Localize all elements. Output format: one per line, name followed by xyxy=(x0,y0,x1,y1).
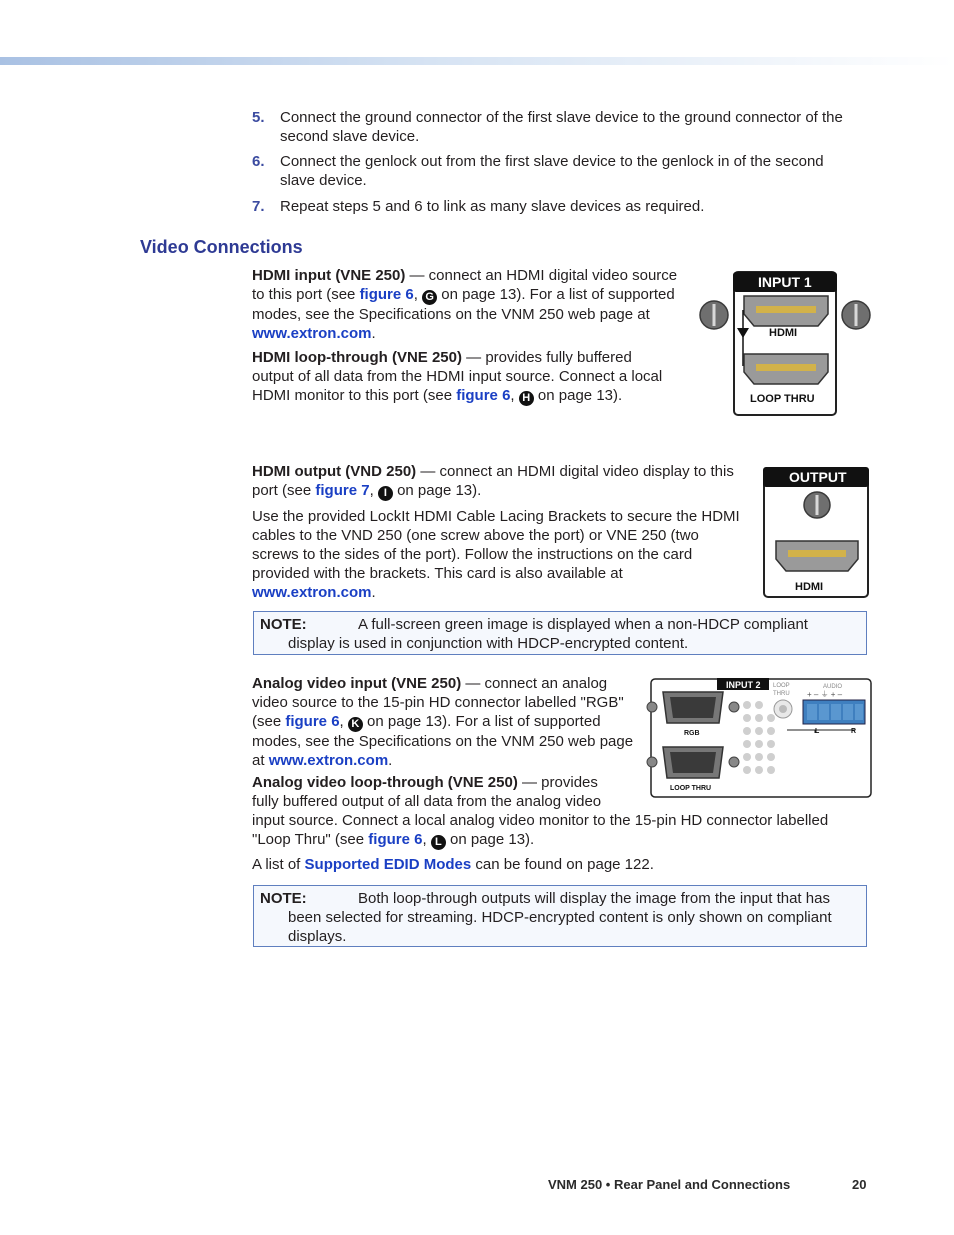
step-text: Connect the genlock out from the first slave device to the genlock in of the second slave device. xyxy=(280,153,824,189)
note-label: NOTE: xyxy=(260,616,307,633)
analog-input-label: Analog video input (VNE 250) xyxy=(252,675,462,692)
callout-g-badge: G xyxy=(422,290,437,305)
text-run: can be found on page 122. xyxy=(471,856,654,873)
hdmi-input-label: HDMI input (VNE 250) xyxy=(252,267,406,284)
lockit-paragraph xyxy=(252,507,742,602)
extron-link[interactable]: www.extron.com xyxy=(268,752,389,769)
loop-thru-label: LOOP THRU xyxy=(670,785,712,792)
hdmi-input-paragraph xyxy=(252,266,692,343)
loop-side-label: LOOP xyxy=(773,683,790,689)
text-run: — connect an analog video source to the 15-pin HD connector labelled "RGB" (see xyxy=(252,675,624,730)
extron-link[interactable]: www.extron.com xyxy=(252,325,372,342)
output-title: OUTPUT xyxy=(789,469,847,485)
section-title: Video Connections xyxy=(140,237,303,257)
text-run: , xyxy=(339,713,348,730)
text-run: on page 13). xyxy=(533,387,623,404)
note-label: NOTE: xyxy=(260,890,307,907)
hdmi-port-label: HDMI xyxy=(769,327,798,339)
callout-h-badge: H xyxy=(519,391,534,406)
step-number: 6. xyxy=(252,153,265,170)
text-run: on page 13). xyxy=(445,831,535,848)
audio-signs: + – ⏚ + – xyxy=(807,690,843,699)
text-run: — connect an HDMI digital video display to this port (see xyxy=(252,463,734,499)
callout-i-badge: I xyxy=(378,486,393,501)
text-run: . xyxy=(388,752,393,769)
input2-title: INPUT 2 xyxy=(726,680,761,690)
note-box xyxy=(253,885,867,947)
note-text: A full-screen green image is displayed when a non-HDCP compliant display is used in conjunction with HDCP-encrypted content. xyxy=(288,616,808,652)
text-run: on page 13). For a list of supported modes, see the Specifications on the VNM 250 web page at xyxy=(252,286,675,323)
audio-l-label: L xyxy=(815,728,820,735)
callout-k-badge: K xyxy=(348,717,363,732)
input1-panel-figure xyxy=(698,270,874,418)
footer-title: VNM 250 • Rear Panel and Connections xyxy=(548,1177,791,1192)
audio-r-label: R xyxy=(851,728,857,735)
figure-6-link[interactable]: figure 6 xyxy=(456,387,511,404)
step-number: 5. xyxy=(252,109,265,126)
note-box xyxy=(253,611,867,655)
text-run: . xyxy=(371,325,376,342)
step-text: Connect the ground connector of the first slave device to the ground connector of the second slave device. xyxy=(280,109,843,145)
text-run: — provides fully buffered output of all data from the analog video input source. Connect a local analog video monitor to the 15-pin HD connector labelled "Loop Thru" (see xyxy=(252,774,829,848)
text-run: Use the provided LockIt HDMI Cable Lacing Brackets to secure the HDMI cables to the VND 250 (one screw above the port) or VNE 250 (two screws to the sides of the port). Follow the instructions on the card provided with the brackets. This card is also available at xyxy=(252,508,740,582)
text-run: , xyxy=(369,482,378,499)
step-number: 7. xyxy=(252,198,265,215)
hdmi-loop-paragraph xyxy=(252,348,677,406)
rgb-label: RGB xyxy=(684,730,700,737)
supported-edid-modes-link[interactable]: Supported EDID Modes xyxy=(304,856,472,873)
input1-title: INPUT 1 xyxy=(758,274,812,290)
text-run: , xyxy=(413,286,423,303)
audio-label: AUDIO xyxy=(823,684,843,690)
step-text: Repeat steps 5 and 6 to link as many slave devices as required. xyxy=(280,198,705,215)
text-run: on page 13). For a list of supported modes, see the Specifications on the VNM 250 web page at xyxy=(252,713,634,769)
note-text: Both loop-through outputs will display the image from the input that has been selected for streaming. HDCP-encrypted content is only shown on compliant displays. xyxy=(288,890,832,945)
hdmi-port-label: HDMI xyxy=(795,581,824,593)
figure-7-link[interactable]: figure 7 xyxy=(315,482,370,499)
figure-6-link[interactable]: figure 6 xyxy=(368,831,423,848)
text-run: , xyxy=(510,387,519,404)
figure-6-link[interactable]: figure 6 xyxy=(285,713,340,730)
text-run: . xyxy=(371,584,376,601)
callout-l-badge: L xyxy=(431,835,446,850)
text-run: — provides fully buffered output of all data from the HDMI input source. Connect a local HDMI monitor to this port (see xyxy=(252,349,663,404)
hdmi-output-paragraph xyxy=(252,462,752,501)
edid-paragraph xyxy=(252,855,852,874)
thru-side-label: THRU xyxy=(773,691,790,697)
analog-input-paragraph xyxy=(252,674,637,770)
step-7 xyxy=(252,197,862,216)
text-run: , xyxy=(422,831,431,848)
text-run: — connect an HDMI digital video source to this port (see xyxy=(252,267,678,303)
analog-loop-label: Analog video loop-through (VNE 250) xyxy=(252,774,518,791)
text-run: A list of xyxy=(252,856,305,873)
text-run: on page 13). xyxy=(392,482,482,499)
header-bar xyxy=(0,57,954,65)
step-6 xyxy=(252,152,862,190)
step-5 xyxy=(252,108,862,146)
loop-thru-port-label: LOOP THRU xyxy=(750,393,815,405)
hdmi-output-label: HDMI output (VND 250) xyxy=(252,463,417,480)
page-number: 20 xyxy=(852,1177,867,1192)
output-panel-figure xyxy=(762,466,872,601)
figure-6-link[interactable]: figure 6 xyxy=(359,286,414,303)
extron-link[interactable]: www.extron.com xyxy=(252,584,372,601)
input2-panel-figure xyxy=(643,675,873,801)
hdmi-loop-label: HDMI loop-through (VNE 250) xyxy=(252,349,462,366)
